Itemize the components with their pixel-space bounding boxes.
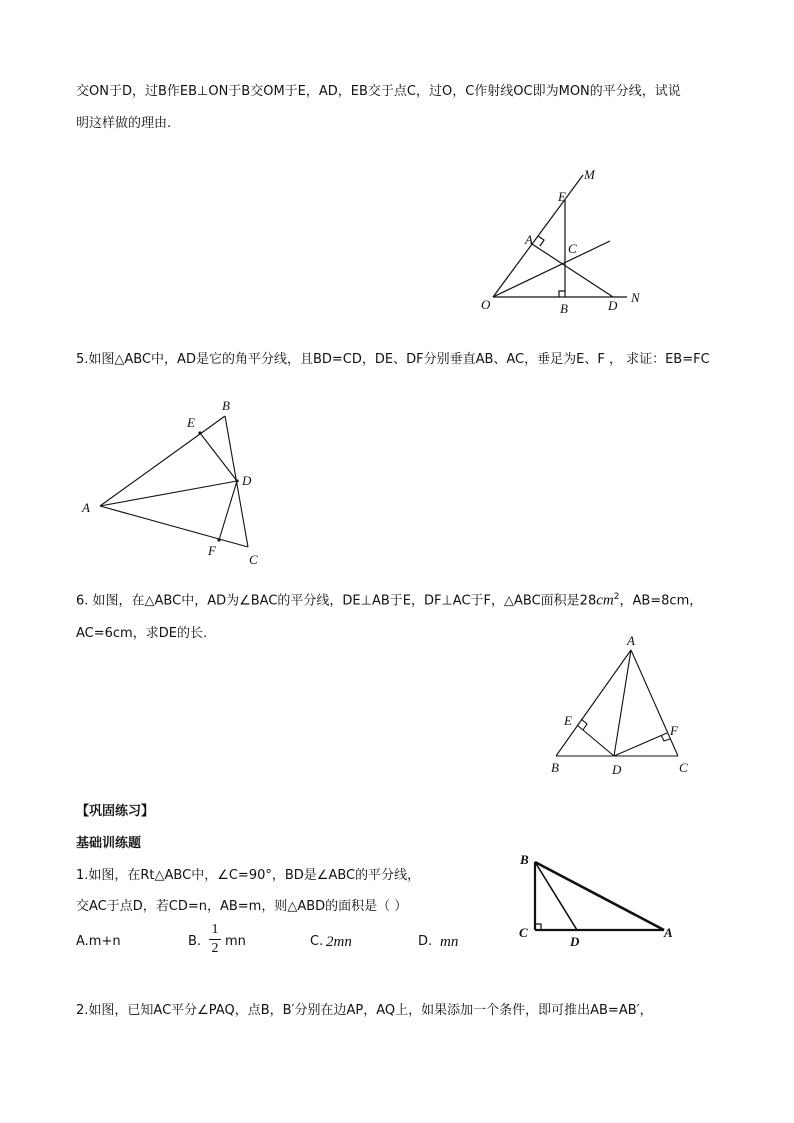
q5-label-c: C [249,552,258,567]
p1-frac-numerator: 1 [211,922,219,937]
p1-option-c-value: 2mn [326,934,352,950]
q4-label-e: E [558,189,566,204]
q4-label-m: M [584,167,595,182]
p1-text-line2: 交AC于点D，若CD=n，AB=m，则△ABD的面积是（ ） [76,899,408,914]
p1-text-line1: 1.如图，在Rt△ABC中，∠C=90°，BD是∠ABC的平分线， [76,868,421,883]
q5-text: 5.如图△ABC中，AD是它的角平分线，且BD=CD，DE、DF分别垂直AB、AC，垂足为E、F ， 求证：EB=FC [76,352,710,367]
q5-label-e: E [187,415,195,430]
p1-frac-denominator: 2 [211,941,219,956]
q5-label-b: B [222,398,230,413]
q6-label-d: D [612,762,622,777]
section-title: 【巩固练习】 [76,804,155,819]
q4-label-n: N [631,290,640,305]
p1-label-d: D [570,934,580,949]
q5-label-d: D [242,473,252,488]
q6-unit: cm [596,592,614,609]
p1-option-b-suffix: mn [225,934,246,949]
q6-label-b: B [551,760,559,775]
q4-text-line2: 明这样做的理由. [76,116,172,131]
p2-text: 2.如图，已知AC平分∠PAQ，点B，B′分别在边AP，AQ上，如果添加一个条件，即可推出AB=AB′， [76,1003,653,1018]
p1-option-d-value: mn [440,934,459,950]
q6-text-part1: 6. 如图，在△ABC中，AD为∠BAC的平分线，DE⊥AB于E，DF⊥AC于F，△ABC面积是28 [76,593,597,609]
q4-label-c: C [568,241,577,256]
q6-label-e: E [564,713,572,728]
p1-label-c: C [519,925,528,940]
q4-label-a: A [525,232,533,247]
q6-text-part2: ，AB=8cm， [619,593,703,609]
q6-label-f: F [670,723,678,738]
p1-option-d-prefix: D. [418,934,433,949]
q6-label-c: C [679,760,688,775]
q6-text-line2: AC=6cm，求DE的长. [76,626,208,641]
q4-text-line1: 交ON于D，过B作EB⊥ON于B交OM于E，AD，EB交于点C，过O，C作射线OC即为MON的平分线，试说 [76,84,681,99]
p1-option-b-prefix: B. [188,934,202,949]
section-subtitle: 基础训练题 [76,836,142,851]
q5-label-a: A [82,500,90,515]
p1-option-c-prefix: C. [310,934,324,949]
p1-option-a: A.m+n [76,934,121,949]
q6-label-a: A [627,633,635,648]
q4-label-d: D [608,298,618,313]
q6-unit-sup: 2 [613,592,620,602]
q4-label-o: O [481,297,491,312]
q4-label-b: B [560,301,568,316]
p1-label-a: A [664,925,673,940]
p1-label-b: B [520,852,529,867]
q5-label-f: F [208,543,216,558]
p1-side-ab [535,862,664,930]
